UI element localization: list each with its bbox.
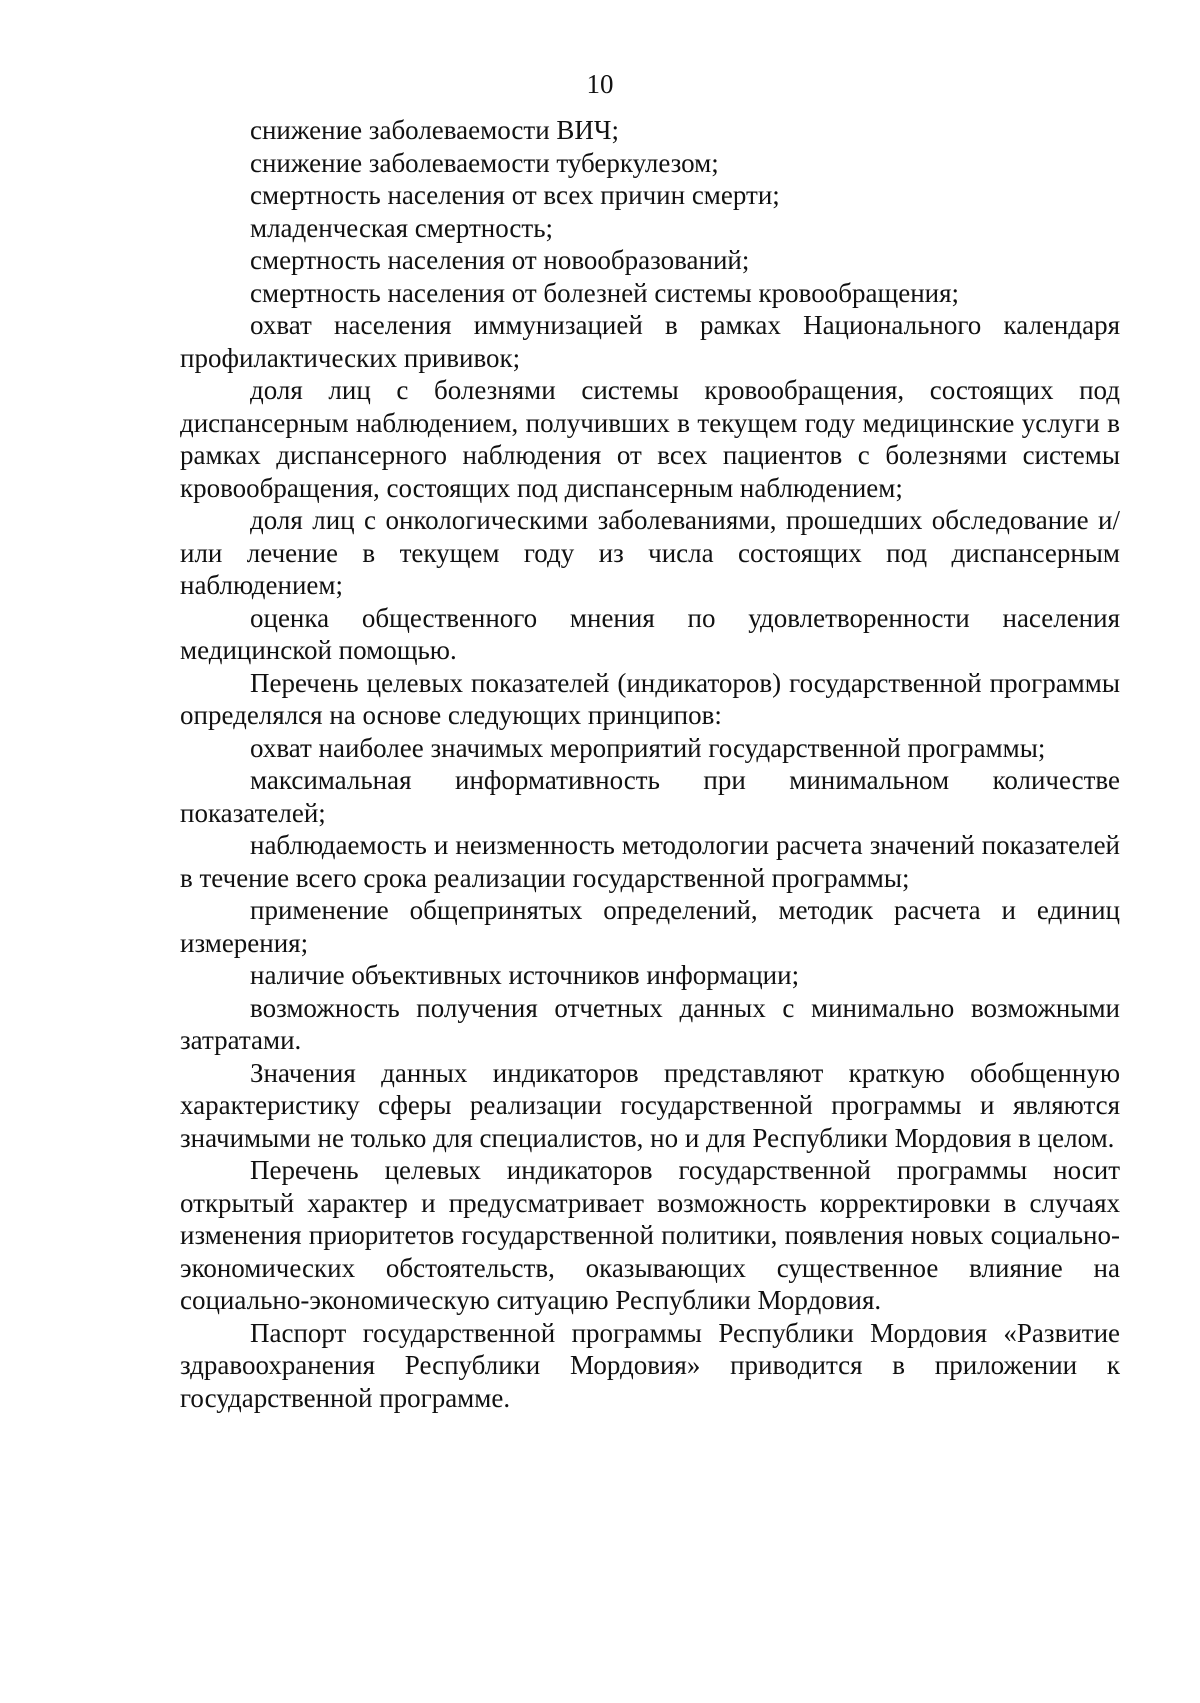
paragraph: доля лиц с болезнями системы кровообращения, состоящих под диспансерным наблюдением, получивших в текущем году медицинские услуги в рамках диспансерного наблюдения от всех пациентов с болезнями системы кровообращения, состоящих под диспансерным наблюдением;: [180, 375, 1120, 503]
paragraph: оценка общественного мнения по удовлетворенности населения медицинской помощью.: [180, 602, 1120, 665]
body-text: [180, 114, 1120, 1414]
paragraph: смертность населения от болезней системы кровообращения;: [250, 277, 960, 308]
paragraph: охват наиболее значимых мероприятий государственной программы;: [250, 732, 1046, 763]
paragraph: наблюдаемость и неизменность методологии расчета значений показателей в течение всего срока реализации государственной программы;: [180, 830, 1120, 893]
paragraph: Перечень целевых индикаторов государственной программы носит открытый характер и предусматривает возможность корректировки в случаях изменения приоритетов государственной политики, появления новых социально-экономических обстоятельств, оказывающих существенное влияние на социально-экономическую ситуацию Республики Мордовия.: [180, 1155, 1120, 1315]
paragraph: младенческая смертность;: [250, 212, 554, 243]
paragraph: доля лиц с онкологическими заболеваниями, прошедших обследование и/или лечение в текущем году из числа состоящих под диспансерным наблюдением;: [180, 505, 1120, 600]
page-number: 10: [586, 69, 614, 99]
paragraph: Паспорт государственной программы Республики Мордовия «Развитие здравоохранения Республики Мордовия» приводится в приложении к государственной программе.: [180, 1317, 1120, 1413]
paragraph: снижение заболеваемости туберкулезом;: [250, 147, 719, 178]
paragraph: применение общепринятых определений, методик расчета и единиц измерения;: [180, 895, 1120, 958]
paragraph: Перечень целевых показателей (индикаторов) государственной программы определялся на основе следующих принципов:: [180, 667, 1120, 730]
paragraph: смертность населения от всех причин смерти;: [250, 180, 780, 210]
paragraph: возможность получения отчетных данных с минимально возможными затратами.: [180, 992, 1120, 1055]
paragraph: Значения данных индикаторов представляют краткую обобщенную характеристику сферы реализации государственной программы и являются значимыми не только для специалистов, но и для Республики Мордовия в целом.: [180, 1057, 1120, 1153]
paragraph: наличие объективных источников информации;: [250, 960, 800, 990]
paragraph: охват населения иммунизацией в рамках Национального календаря профилактических прививок;: [180, 310, 1120, 373]
paragraph: смертность населения от новообразований;: [250, 245, 750, 275]
paragraph: снижение заболеваемости ВИЧ;: [250, 115, 619, 145]
paragraph: максимальная информативность при минимальном количестве показателей;: [180, 765, 1120, 828]
